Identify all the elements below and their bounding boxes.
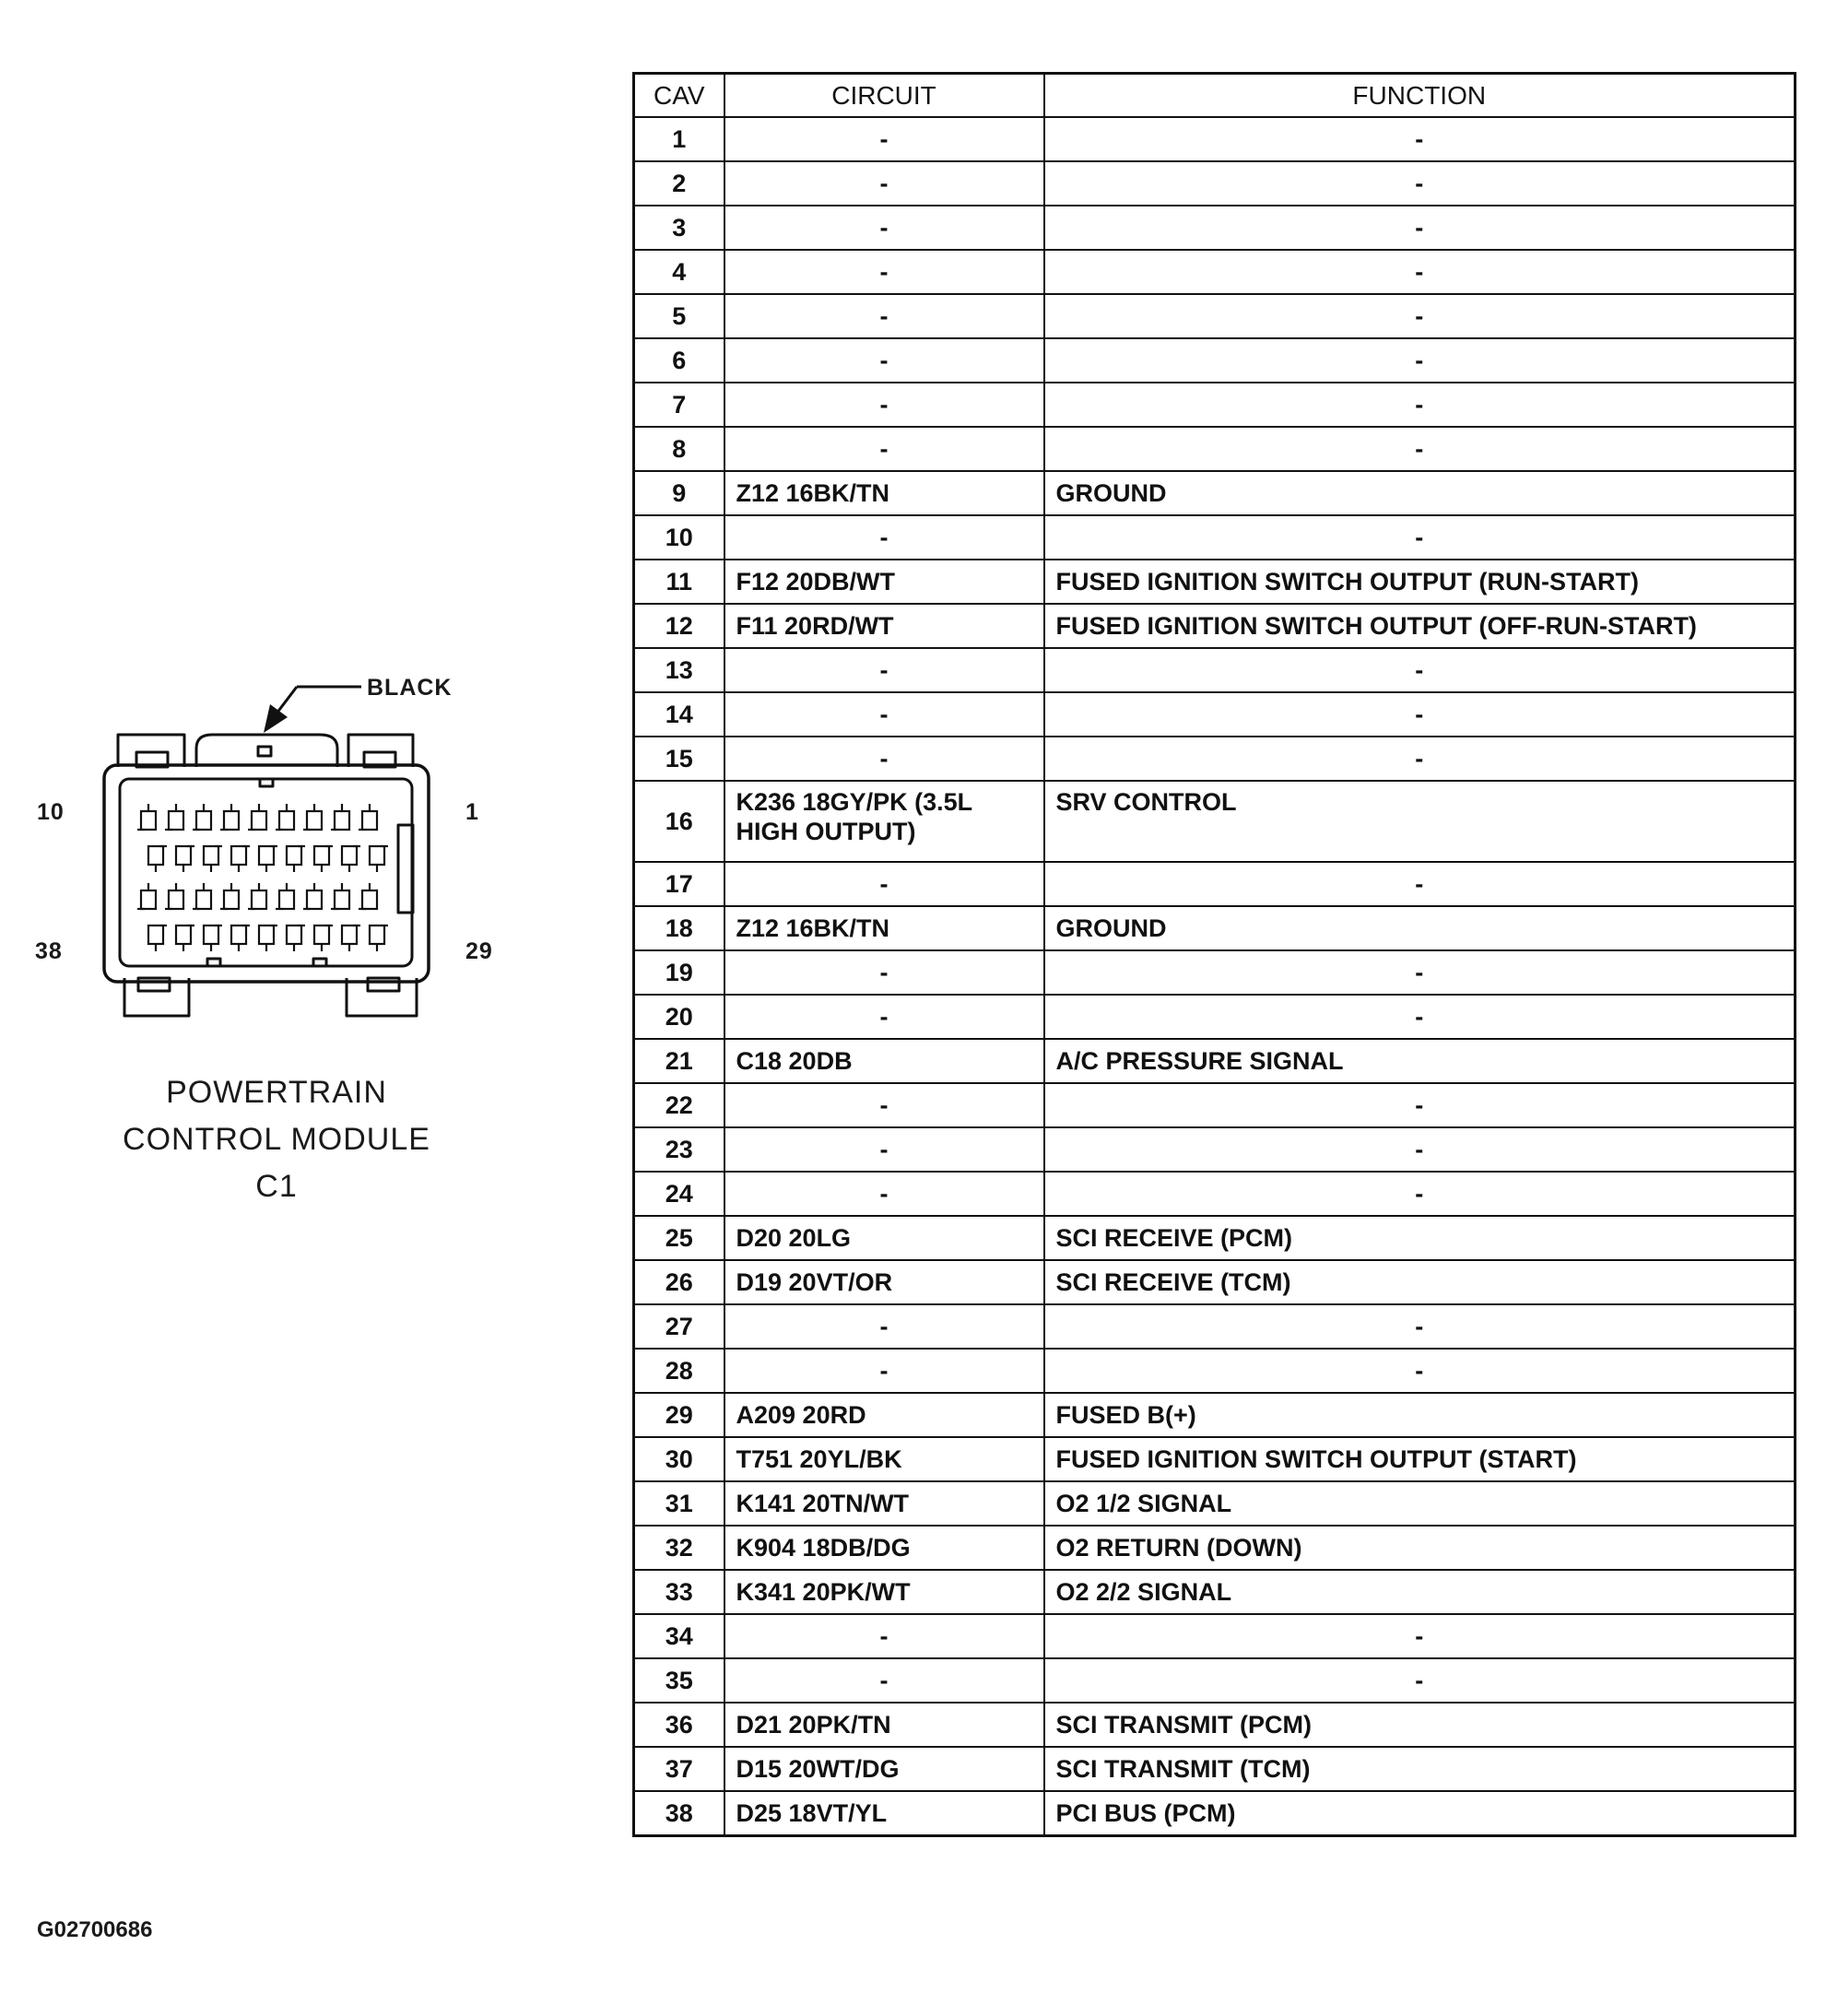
cav-cell: 30 [634, 1437, 724, 1481]
circuit-cell: K904 18DB/DG [724, 1526, 1044, 1570]
cav-cell: 26 [634, 1260, 724, 1304]
cav-cell: 29 [634, 1393, 724, 1437]
cav-cell: 10 [634, 515, 724, 560]
cav-cell: 35 [634, 1658, 724, 1703]
cav-cell: 5 [634, 294, 724, 338]
cav-cell: 31 [634, 1481, 724, 1526]
function-cell: - [1044, 1304, 1796, 1349]
function-cell: - [1044, 294, 1796, 338]
connector-key-bottom-right [313, 959, 326, 966]
circuit-cell: - [724, 862, 1044, 906]
table-row [634, 862, 1796, 906]
table-row [634, 1083, 1796, 1127]
connector-caption [101, 1069, 452, 1210]
function-cell: - [1044, 1172, 1796, 1216]
circuit-cell: - [724, 250, 1044, 294]
cav-cell: 2 [634, 161, 724, 206]
function-cell: - [1044, 1083, 1796, 1127]
table-row [634, 1127, 1796, 1172]
function-cell: FUSED IGNITION SWITCH OUTPUT (RUN-START) [1044, 560, 1796, 604]
header-function: FUNCTION [1044, 74, 1796, 118]
cavity-terminal [314, 846, 333, 872]
table-row [634, 781, 1796, 862]
table-row [634, 161, 1796, 206]
cav-cell: 36 [634, 1703, 724, 1747]
table-row [634, 427, 1796, 471]
table-row [634, 1481, 1796, 1526]
circuit-cell: - [724, 338, 1044, 383]
connector-key-top [260, 779, 273, 786]
circuit-cell: K236 18GY/PK (3.5L HIGH OUTPUT) [724, 781, 1044, 862]
circuit-cell: - [724, 1127, 1044, 1172]
table-row [634, 250, 1796, 294]
cav-cell: 25 [634, 1216, 724, 1260]
table-row [634, 1791, 1796, 1836]
function-cell: O2 1/2 SIGNAL [1044, 1481, 1796, 1526]
pin-number-top-left: 10 [37, 799, 65, 825]
cavity-terminal [370, 846, 388, 872]
cav-cell: 1 [634, 117, 724, 161]
connector-bottom-right-foot-inner [368, 978, 399, 991]
function-cell: SCI RECEIVE (TCM) [1044, 1260, 1796, 1304]
circuit-cell: - [724, 294, 1044, 338]
cavity-terminal [303, 883, 322, 909]
connector-color-callout: BLACK [367, 675, 453, 701]
table-row [634, 1349, 1796, 1393]
connector-face-drawing [0, 0, 627, 1060]
function-cell: PCI BUS (PCM) [1044, 1791, 1796, 1836]
function-cell: - [1044, 338, 1796, 383]
table-row [634, 1526, 1796, 1570]
cav-cell: 33 [634, 1570, 724, 1614]
table-row [634, 1393, 1796, 1437]
circuit-cell: K341 20PK/WT [724, 1570, 1044, 1614]
cav-cell: 38 [634, 1791, 724, 1836]
table-row [634, 1437, 1796, 1481]
connector-lock-notch [258, 747, 271, 756]
pin-number-top-right: 1 [465, 799, 479, 825]
table-row [634, 383, 1796, 427]
circuit-cell: F12 20DB/WT [724, 560, 1044, 604]
circuit-cell: - [724, 206, 1044, 250]
table-row [634, 1304, 1796, 1349]
cavity-terminal [359, 883, 377, 909]
function-cell: FUSED IGNITION SWITCH OUTPUT (OFF-RUN-START) [1044, 604, 1796, 648]
cavity-terminal [331, 883, 349, 909]
circuit-cell: - [724, 383, 1044, 427]
table-row [634, 1260, 1796, 1304]
function-cell: - [1044, 1127, 1796, 1172]
table-row [634, 560, 1796, 604]
circuit-cell: F11 20RD/WT [724, 604, 1044, 648]
function-cell: SCI TRANSMIT (TCM) [1044, 1747, 1796, 1791]
circuit-cell: - [724, 427, 1044, 471]
cavity-terminal [287, 846, 305, 872]
function-cell: - [1044, 648, 1796, 692]
function-cell: FUSED B(+) [1044, 1393, 1796, 1437]
cav-cell: 27 [634, 1304, 724, 1349]
circuit-cell: - [724, 995, 1044, 1039]
table-row [634, 737, 1796, 781]
circuit-cell: - [724, 1083, 1044, 1127]
cavity-terminal [176, 846, 194, 872]
cav-cell: 24 [634, 1172, 724, 1216]
table-row [634, 950, 1796, 995]
cavity-terminal [342, 925, 360, 951]
cav-cell: 17 [634, 862, 724, 906]
function-cell: - [1044, 117, 1796, 161]
cavity-terminal [193, 883, 211, 909]
function-cell: - [1044, 383, 1796, 427]
circuit-cell: - [724, 648, 1044, 692]
cavity-terminal [287, 925, 305, 951]
cav-cell: 18 [634, 906, 724, 950]
function-cell: - [1044, 250, 1796, 294]
cav-cell: 14 [634, 692, 724, 737]
circuit-cell: - [724, 1172, 1044, 1216]
circuit-cell: - [724, 117, 1044, 161]
cavity-terminal [259, 846, 277, 872]
table-row [634, 294, 1796, 338]
circuit-cell: - [724, 161, 1044, 206]
table-row [634, 1570, 1796, 1614]
circuit-cell: D20 20LG [724, 1216, 1044, 1260]
circuit-cell: - [724, 1304, 1044, 1349]
cavity-terminal [137, 804, 156, 830]
figure-id: G02700686 [37, 1917, 153, 1942]
circuit-cell: - [724, 1658, 1044, 1703]
cavity-terminal [137, 883, 156, 909]
circuit-cell: - [724, 515, 1044, 560]
cavity-terminal [359, 804, 377, 830]
pin-number-bottom-right: 29 [465, 938, 493, 964]
cav-cell: 19 [634, 950, 724, 995]
connector-diagram [0, 0, 627, 1204]
cav-cell: 15 [634, 737, 724, 781]
cav-cell: 13 [634, 648, 724, 692]
function-cell: O2 RETURN (DOWN) [1044, 1526, 1796, 1570]
cav-cell: 28 [634, 1349, 724, 1393]
function-cell: - [1044, 862, 1796, 906]
header-cav: CAV [634, 74, 724, 118]
cav-cell: 16 [634, 781, 724, 862]
table-row [634, 1747, 1796, 1791]
function-cell: - [1044, 995, 1796, 1039]
cav-cell: 37 [634, 1747, 724, 1791]
cavity-terminal [303, 804, 322, 830]
function-cell: SCI RECEIVE (PCM) [1044, 1216, 1796, 1260]
cavity-terminal [220, 804, 239, 830]
circuit-cell: K141 20TN/WT [724, 1481, 1044, 1526]
cavity-terminals [137, 804, 388, 951]
cavity-circuit-table [632, 72, 1796, 1837]
circuit-cell: D25 18VT/YL [724, 1791, 1044, 1836]
cavity-terminal [176, 925, 194, 951]
table-header-row [634, 74, 1796, 118]
circuit-cell: Z12 16BK/TN [724, 906, 1044, 950]
circuit-cell: A209 20RD [724, 1393, 1044, 1437]
circuit-cell: - [724, 692, 1044, 737]
cavity-terminal [165, 883, 183, 909]
connector-bottom-left-foot [124, 978, 189, 1016]
function-cell: GROUND [1044, 906, 1796, 950]
function-cell: - [1044, 950, 1796, 995]
table-body [634, 117, 1796, 1836]
connector-lock-hood [196, 735, 337, 767]
table-row [634, 338, 1796, 383]
cav-cell: 32 [634, 1526, 724, 1570]
circuit-cell: - [724, 950, 1044, 995]
function-cell: GROUND [1044, 471, 1796, 515]
function-cell: SCI TRANSMIT (PCM) [1044, 1703, 1796, 1747]
function-cell: FUSED IGNITION SWITCH OUTPUT (START) [1044, 1437, 1796, 1481]
function-cell: - [1044, 1349, 1796, 1393]
cavity-terminal [204, 846, 222, 872]
cavity-terminal [248, 804, 266, 830]
cavity-terminal [276, 804, 294, 830]
pin-number-bottom-left: 38 [35, 938, 63, 964]
function-cell: - [1044, 515, 1796, 560]
cavity-terminal [342, 846, 360, 872]
cavity-terminal [193, 804, 211, 830]
table-row [634, 1216, 1796, 1260]
cavity-terminal [204, 925, 222, 951]
function-cell: - [1044, 206, 1796, 250]
cav-cell: 9 [634, 471, 724, 515]
function-cell: - [1044, 427, 1796, 471]
cav-cell: 4 [634, 250, 724, 294]
function-cell: SRV CONTROL [1044, 781, 1796, 862]
table-row [634, 471, 1796, 515]
function-cell: - [1044, 161, 1796, 206]
table-row [634, 648, 1796, 692]
table-row [634, 117, 1796, 161]
table-row [634, 995, 1796, 1039]
cavity-terminal [314, 925, 333, 951]
cav-cell: 11 [634, 560, 724, 604]
cav-cell: 12 [634, 604, 724, 648]
cav-cell: 3 [634, 206, 724, 250]
cavity-terminal [259, 925, 277, 951]
black-callout-arrow [264, 687, 361, 733]
cav-cell: 23 [634, 1127, 724, 1172]
cav-cell: 22 [634, 1083, 724, 1127]
cavity-terminal [220, 883, 239, 909]
connector-key-bottom-left [207, 959, 220, 966]
cavity-terminal [370, 925, 388, 951]
table-row [634, 1172, 1796, 1216]
cavity-terminal [148, 846, 167, 872]
circuit-cell: C18 20DB [724, 1039, 1044, 1083]
circuit-cell: D15 20WT/DG [724, 1747, 1044, 1791]
circuit-cell: D19 20VT/OR [724, 1260, 1044, 1304]
cav-cell: 20 [634, 995, 724, 1039]
table-row [634, 206, 1796, 250]
circuit-cell: - [724, 1614, 1044, 1658]
table-row [634, 1703, 1796, 1747]
cavity-terminal [331, 804, 349, 830]
connector-bottom-right-foot [347, 978, 417, 1016]
cavity-terminal [165, 804, 183, 830]
circuit-cell: Z12 16BK/TN [724, 471, 1044, 515]
table-row [634, 1614, 1796, 1658]
table-row [634, 692, 1796, 737]
circuit-cell: T751 20YL/BK [724, 1437, 1044, 1481]
table-row [634, 604, 1796, 648]
cav-cell: 21 [634, 1039, 724, 1083]
function-cell: - [1044, 692, 1796, 737]
cav-cell: 7 [634, 383, 724, 427]
function-cell: A/C PRESSURE SIGNAL [1044, 1039, 1796, 1083]
table-row [634, 1039, 1796, 1083]
circuit-cell: D21 20PK/TN [724, 1703, 1044, 1747]
header-circuit: CIRCUIT [724, 74, 1044, 118]
function-cell: - [1044, 1658, 1796, 1703]
cav-cell: 34 [634, 1614, 724, 1658]
connector-bottom-left-foot-inner [138, 978, 170, 991]
function-cell: - [1044, 737, 1796, 781]
table-row [634, 906, 1796, 950]
connector-caption-line-2: CONTROL MODULE C1 [123, 1122, 430, 1204]
circuit-cell: - [724, 1349, 1044, 1393]
cavity-terminal [148, 925, 167, 951]
cav-cell: 8 [634, 427, 724, 471]
function-cell: - [1044, 1614, 1796, 1658]
connector-caption-line-1: POWERTRAIN [166, 1075, 387, 1110]
cavity-terminal [231, 846, 250, 872]
cavity-terminal [276, 883, 294, 909]
cavity-terminal [248, 883, 266, 909]
table-row [634, 515, 1796, 560]
function-cell: O2 2/2 SIGNAL [1044, 1570, 1796, 1614]
table-row [634, 1658, 1796, 1703]
cav-cell: 6 [634, 338, 724, 383]
cavity-terminal [231, 925, 250, 951]
circuit-cell: - [724, 737, 1044, 781]
